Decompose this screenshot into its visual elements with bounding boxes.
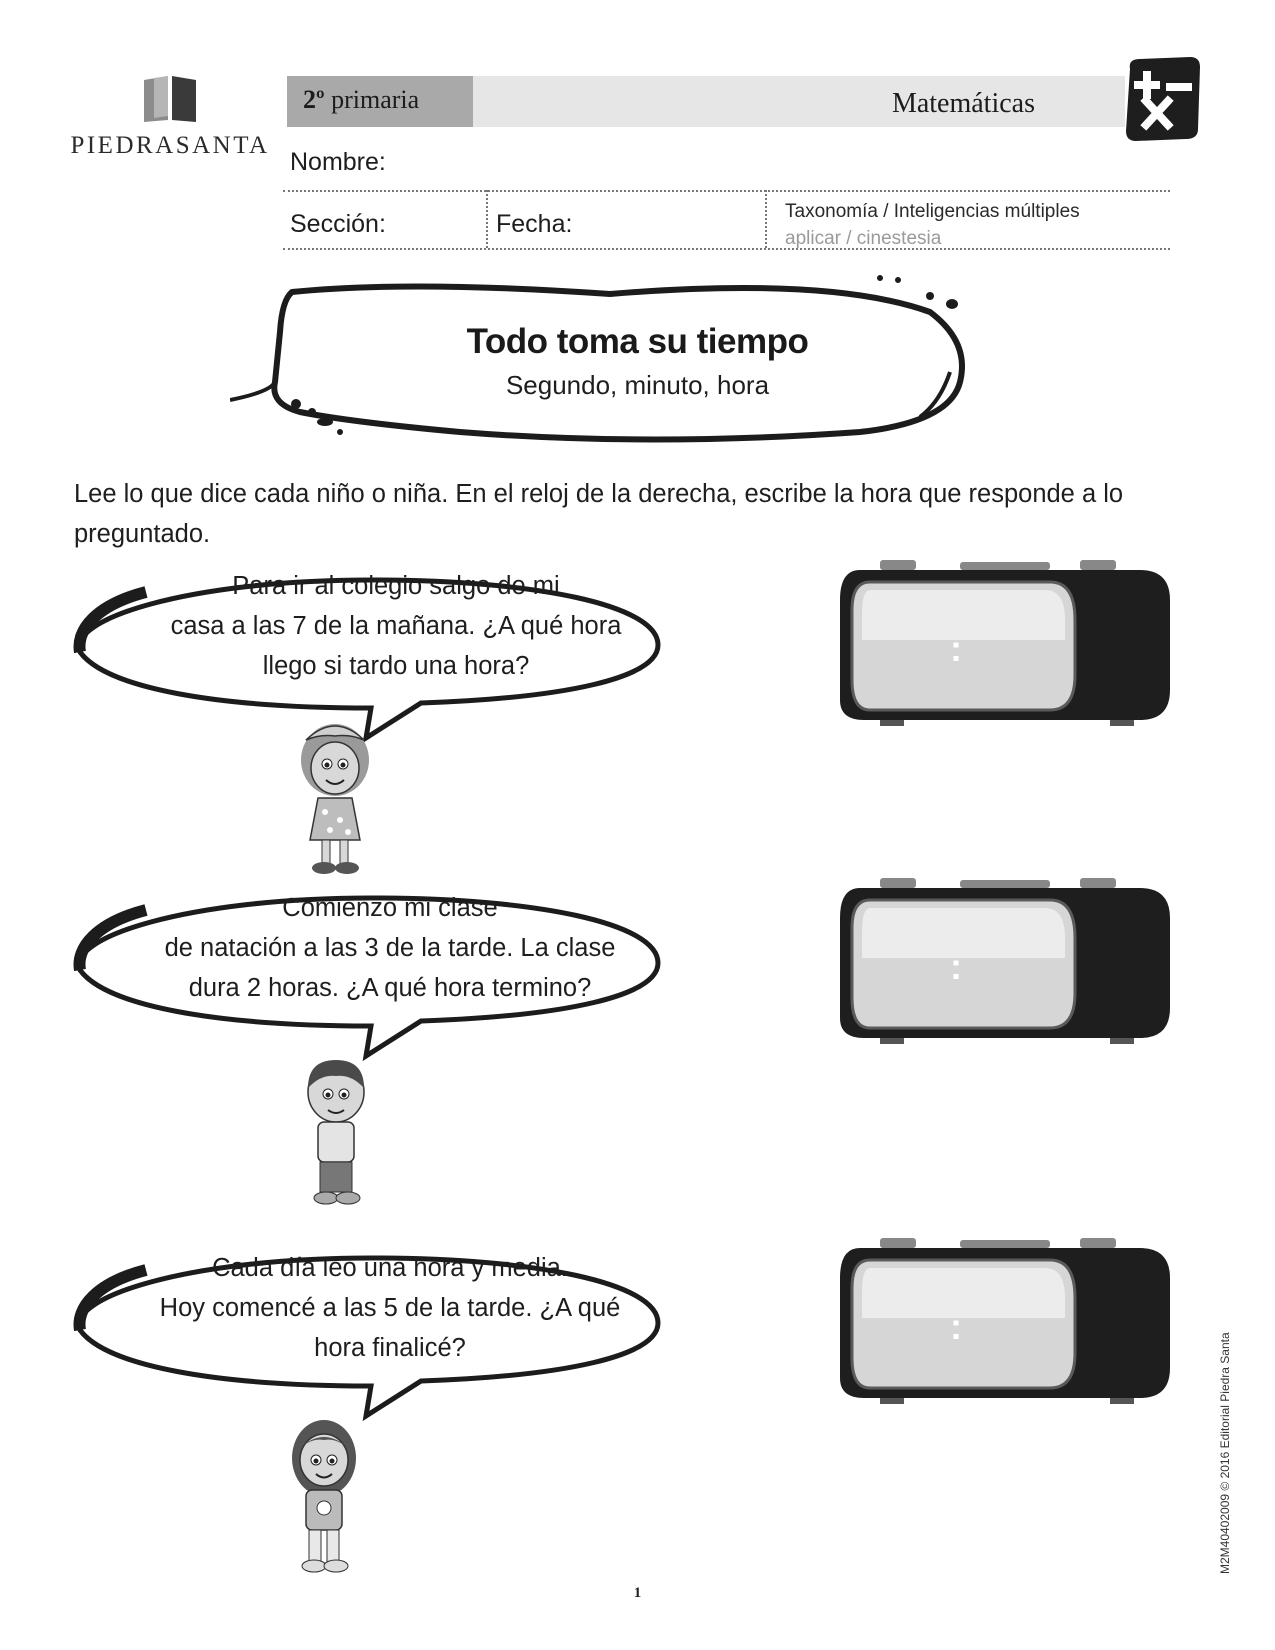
name-line (283, 190, 1170, 192)
speech-line: de natación a las 3 de la tarde. La clase (164, 934, 616, 962)
clock-display-2[interactable]: : (950, 946, 962, 987)
grade-word: primaria (331, 85, 420, 114)
section-line (283, 248, 1170, 250)
boy-character-icon (296, 1058, 376, 1208)
taxonomy-title: Taxonomía / Inteligencias múltiples (785, 201, 1080, 222)
publisher-logo (70, 72, 270, 162)
worksheet-subtitle: Segundo, minuto, hora (505, 370, 770, 400)
alarm-clock-2 (840, 878, 1175, 1048)
subject-title: Matemáticas (891, 88, 1035, 119)
taxonomy-value: aplicar / cinestesia (785, 228, 942, 249)
speech-line: dura 2 horas. ¿A qué hora termino? (188, 974, 592, 1002)
speech-line: hora finalicé? (314, 1334, 466, 1362)
girl-reading-character-icon (284, 1418, 364, 1578)
title-banner (230, 272, 990, 457)
alarm-clock-1 (840, 560, 1175, 730)
book-logo-icon (140, 72, 200, 124)
speech-line: Comienzo mi clase (282, 894, 498, 922)
grade-number: 2º (303, 85, 325, 114)
copyright-note: M2M40402009 © 2016 Editorial Piedra Santa (1218, 1332, 1232, 1574)
math-operations-icon (1124, 55, 1202, 143)
girl-character-icon (290, 720, 380, 880)
clock-display-3[interactable]: : (950, 1306, 962, 1347)
name-label: Nombre: (290, 148, 386, 176)
speech-text-3 (110, 1248, 670, 1368)
logo-text: PIEDRASANTA (70, 132, 270, 159)
date-label: Fecha: (496, 210, 573, 238)
speech-text-2 (110, 888, 670, 1008)
worksheet-title: Todo toma su tiempo (466, 322, 809, 361)
speech-text-1 (146, 566, 646, 686)
subject-bar (473, 76, 1125, 127)
grade-label (287, 76, 473, 127)
alarm-clock-3 (840, 1238, 1175, 1408)
speech-line: Hoy comencé a las 5 de la tarde. ¿A qué (159, 1294, 621, 1322)
page-number: 1 (633, 1585, 642, 1601)
field-divider (765, 190, 767, 248)
speech-line: llego si tardo una hora? (262, 652, 530, 680)
field-divider (486, 190, 488, 248)
clock-display-1[interactable]: : (950, 628, 962, 669)
speech-line: Para ir al colegio salgo de mi (232, 572, 560, 600)
instructions-text: Lee lo que dice cada niño o niña. En el reloj de la derecha, escribe la hora que responde a lo preguntado. (74, 480, 1124, 548)
section-label: Sección: (290, 210, 386, 238)
speech-line: Cada día leo una hora y media. (212, 1254, 568, 1282)
speech-line: casa a las 7 de la mañana. ¿A qué hora (170, 612, 622, 640)
